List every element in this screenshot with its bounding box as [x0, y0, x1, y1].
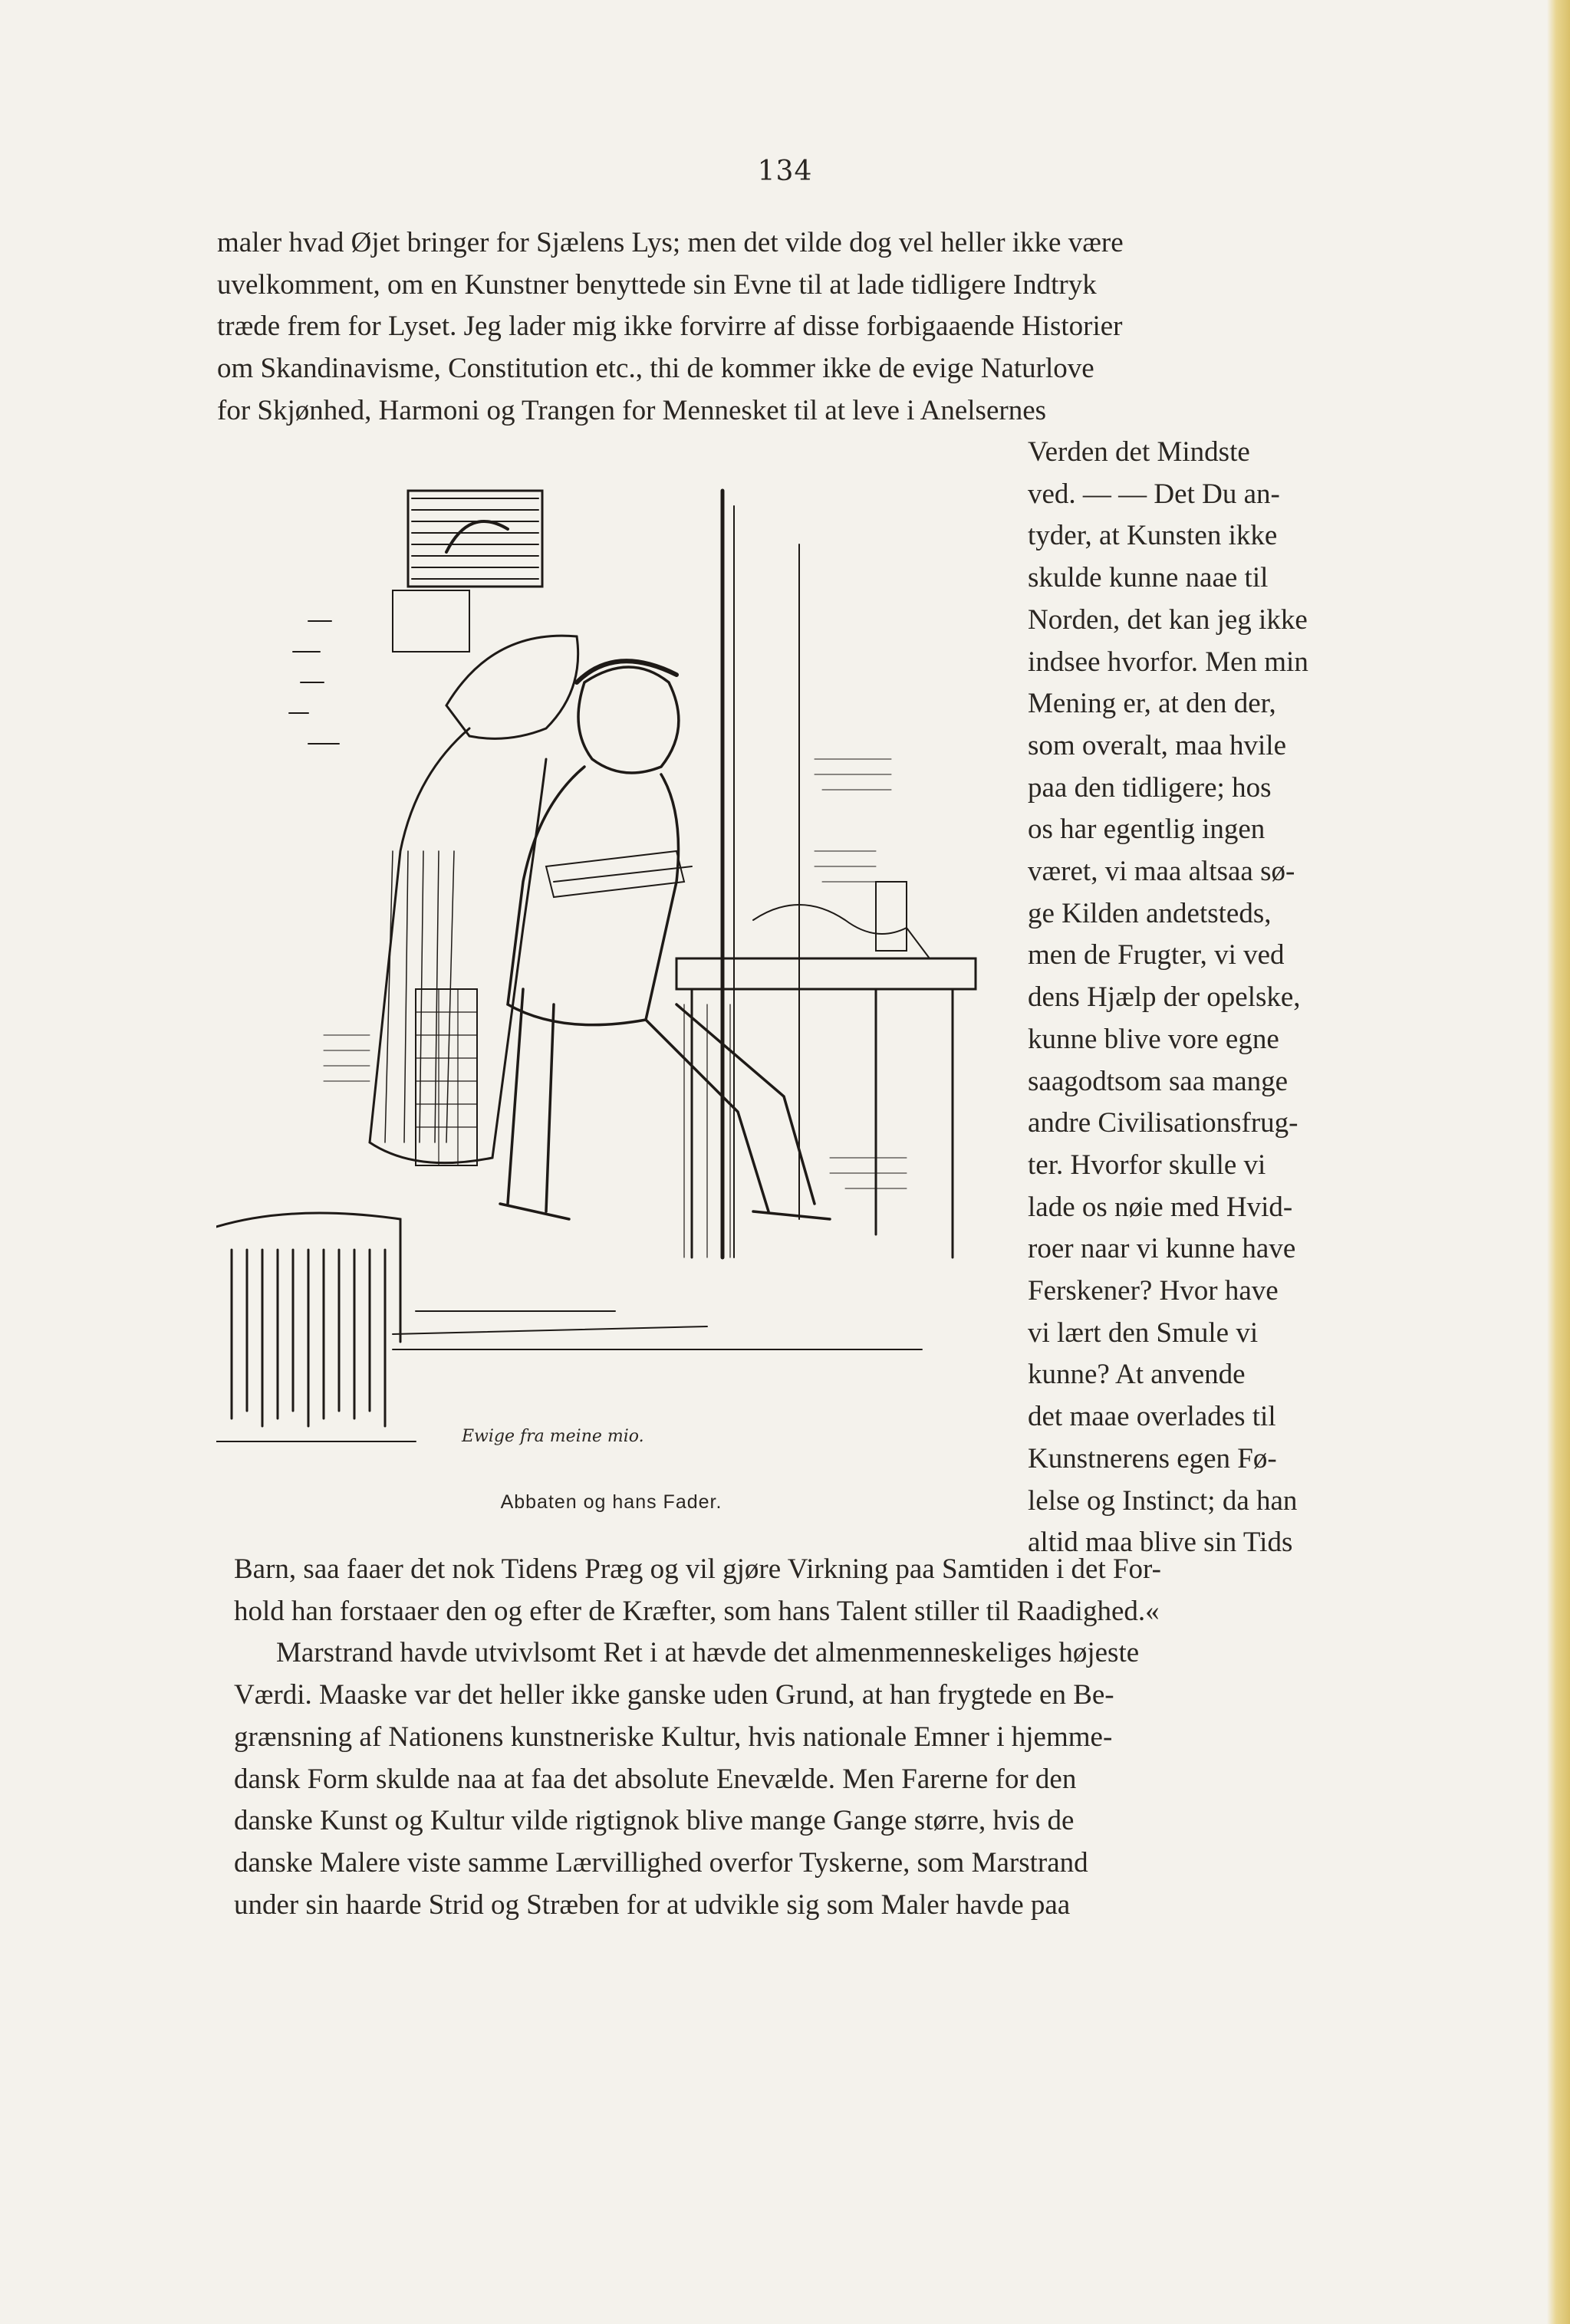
text-line: paa den tidligere; hos — [1028, 771, 1272, 804]
text-line: under sin haarde Strid og Stræben for at udvikle sig som Maler havde paa — [234, 1888, 1071, 1921]
text-line: lelse og Instinct; da han — [1028, 1484, 1298, 1517]
text-line: vi lært den Smule vi — [1028, 1316, 1259, 1349]
text-line: Mening er, at den der, — [1028, 688, 1276, 720]
text-line: træde frem for Lyset. Jeg lader mig ikke forvirre af disse forbigaaende Historier — [217, 311, 1123, 343]
bottom-paragraphs — [234, 1549, 1371, 1926]
text-line: som overalt, maa hvile — [1028, 729, 1287, 761]
figure-caption: Abbaten og hans Fader. — [500, 1491, 722, 1513]
text-line: for Skjønhed, Harmoni og Trangen for Mennesket til at leve i Anelsernes — [217, 394, 1047, 426]
page-edge — [1547, 0, 1570, 2324]
text-line: Verden det Mindste — [1028, 436, 1250, 468]
text-line: Kunstnerens egen Fø- — [1028, 1442, 1277, 1474]
illustration — [216, 452, 1006, 1464]
text-line: danske Malere viste samme Lærvillighed overfor Tyskerne, som Marstrand — [234, 1846, 1088, 1879]
text-line: andre Civilisationsfrug- — [1028, 1107, 1298, 1139]
text-line: det maae overlades til — [1028, 1401, 1276, 1433]
page-number: 134 — [757, 156, 813, 187]
text-line: os har egentlig ingen — [1028, 814, 1266, 846]
right-column-text — [1028, 432, 1369, 1564]
text-line: om Skandinavisme, Constitution etc., thi de kommer ikke de evige Naturlove — [217, 353, 1094, 385]
text-line: Værdi. Maaske var det heller ikke ganske uden Grund, at han frygtede en Be- — [234, 1679, 1114, 1711]
text-line: ter. Hvorfor skulle vi — [1028, 1149, 1266, 1181]
sketch-drawing — [216, 452, 1006, 1464]
text-line: hold han forstaaer den og efter de Kræfter, som hans Talent stiller til Raadighed.« — [234, 1595, 1160, 1627]
text-line: kunne? At anvende — [1028, 1359, 1246, 1391]
text-line: lade os nøie med Hvid- — [1028, 1191, 1293, 1223]
text-line: grænsning af Nationens kunstneriske Kultur, hvis nationale Emner i hjemme- — [234, 1721, 1113, 1753]
top-paragraph — [217, 222, 1369, 432]
text-line: men de Frugter, vi ved — [1028, 939, 1285, 971]
illustration-signature: Ewige fra meine mio. — [462, 1427, 644, 1446]
text-line: Ferskener? Hvor have — [1028, 1275, 1279, 1307]
text-line: Barn, saa faaer det nok Tidens Præg og vil gjøre Virkning paa Samtiden i det For- — [234, 1553, 1161, 1585]
text-line: saagodtsom saa mange — [1028, 1065, 1289, 1097]
text-line: tyder, at Kunsten ikke — [1028, 520, 1278, 552]
text-line: dansk Form skulde naa at faa det absolute Enevælde. Men Farerne for den — [234, 1763, 1077, 1795]
text-line: været, vi maa altsaa sø- — [1028, 856, 1295, 888]
text-line: dens Hjælp der opelske, — [1028, 981, 1301, 1014]
text-line: danske Kunst og Kultur vilde rigtignok blive mange Gange større, hvis de — [234, 1805, 1075, 1837]
text-line: uvelkomment, om en Kunstner benyttede sin Evne til at lade tidligere Indtryk — [217, 268, 1097, 301]
text-line: maler hvad Øjet bringer for Sjælens Lys; men det vilde dog vel heller ikke være — [217, 227, 1124, 258]
text-line: indsee hvorfor. Men min — [1028, 646, 1308, 678]
text-line: skulde kunne naae til — [1028, 562, 1269, 594]
text-line: altid maa blive sin Tids — [1028, 1527, 1293, 1559]
text-line: kunne blive vore egne — [1028, 1023, 1279, 1055]
text-line: roer naar vi kunne have — [1028, 1233, 1296, 1265]
text-line: ge Kilden andetsteds, — [1028, 897, 1272, 929]
text-line: Marstrand havde utvivlsomt Ret i at hævde det almenmenneskeliges højeste — [276, 1637, 1140, 1669]
text-line: ved. — — Det Du an- — [1028, 478, 1280, 510]
text-line: Norden, det kan jeg ikke — [1028, 603, 1308, 636]
